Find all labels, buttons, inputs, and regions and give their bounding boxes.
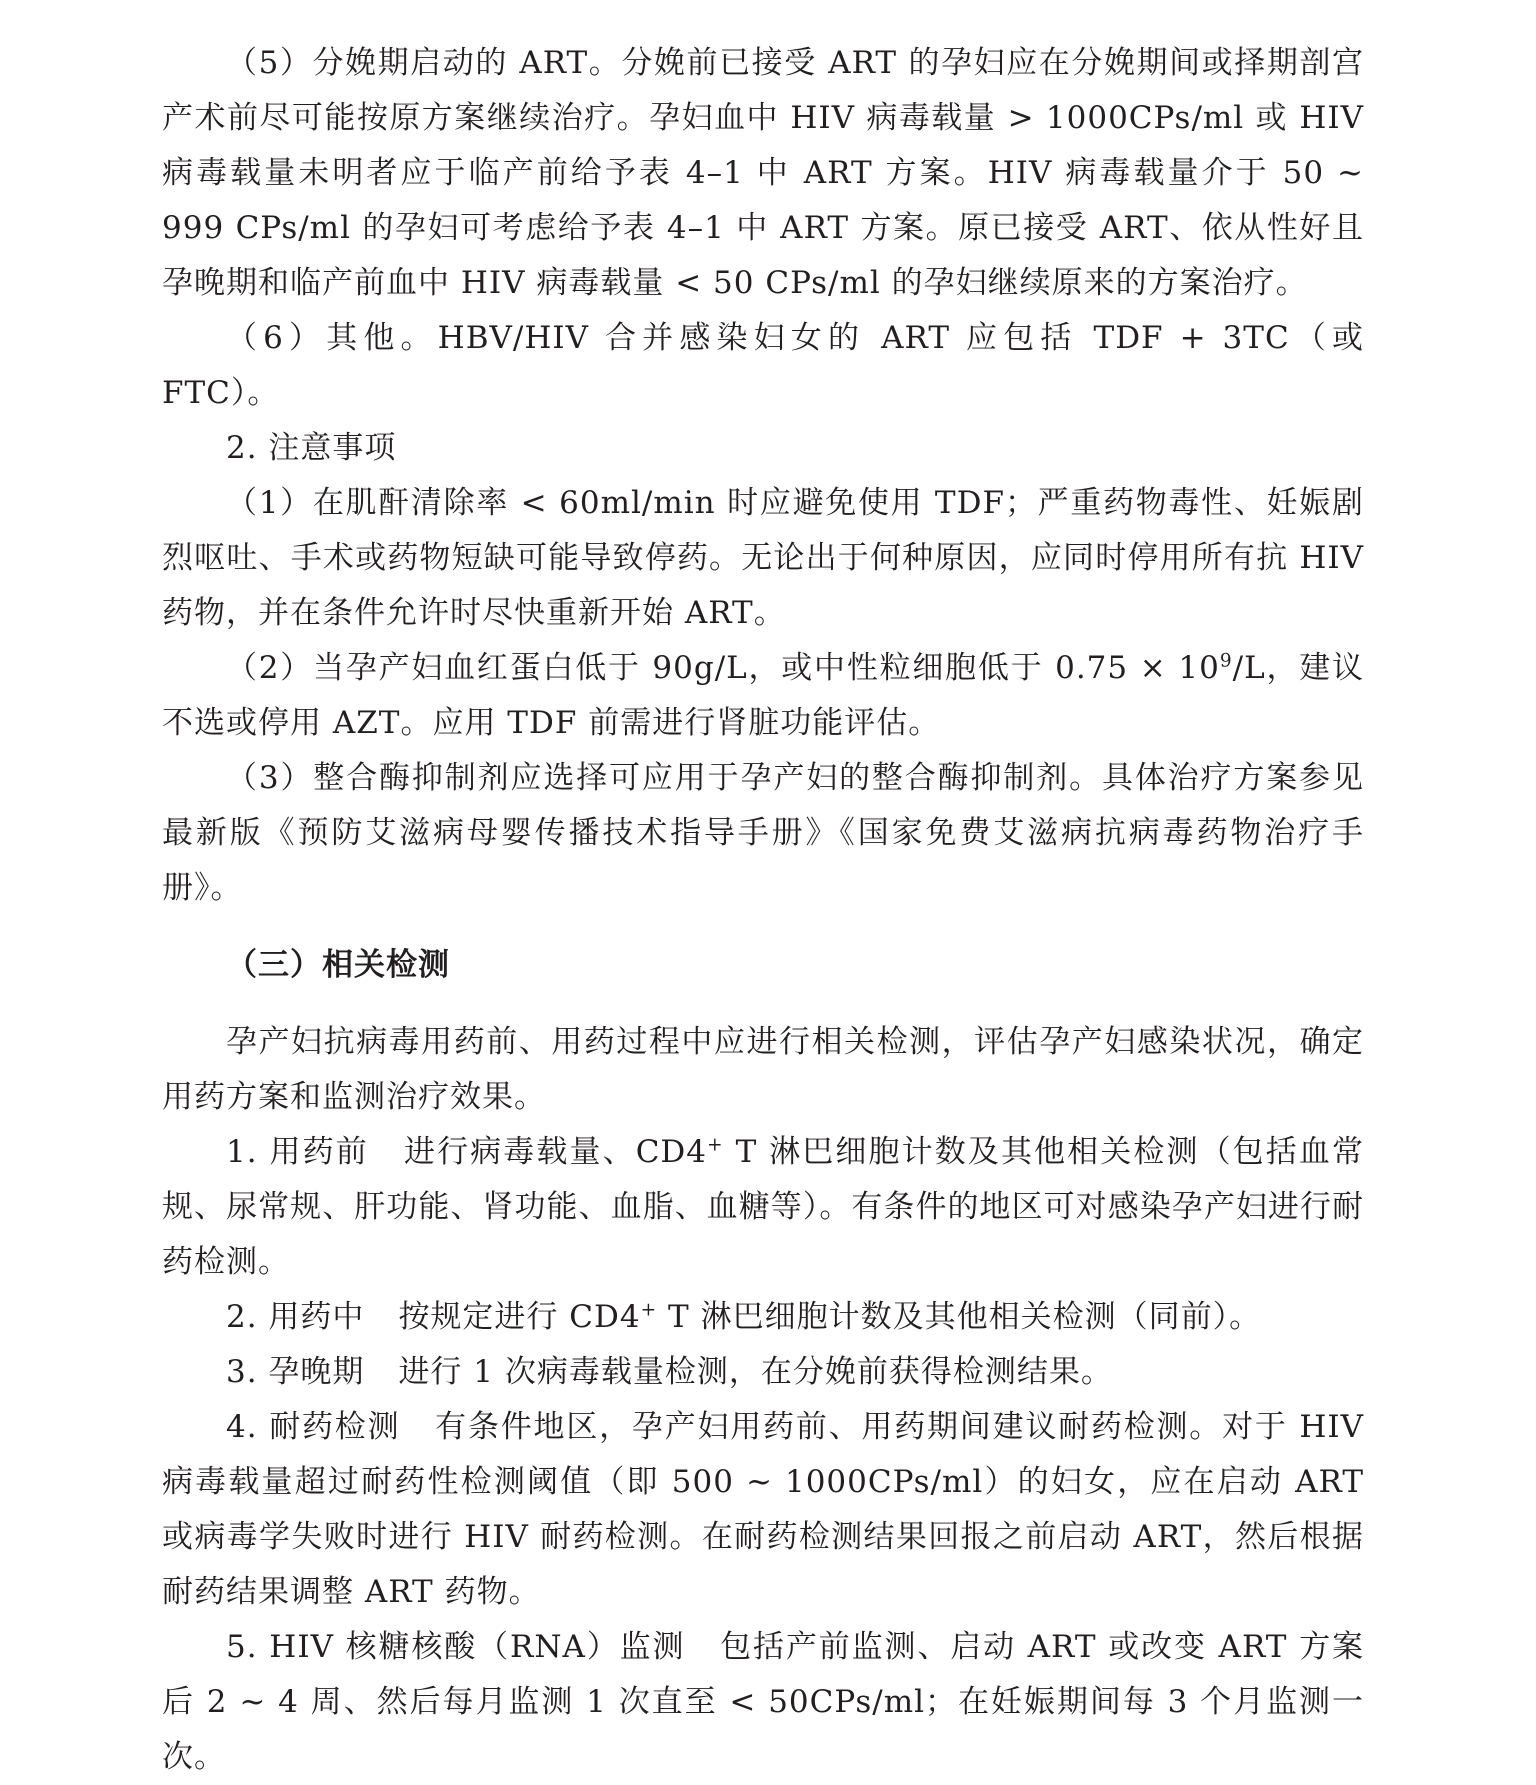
- item-5-text: 包括产前监测、启动 ART 或改变 ART 方案后 2 ~ 4 周、然后每月监测 1 次直至 < 50CPs/ml；在妊娠期间每 3 个月监测一次。: [162, 1629, 1364, 1775]
- item-rna-monitoring: [162, 1620, 1364, 1785]
- item-1-text-after: T 淋巴细胞计数及其他相关检测（包括血常规、尿常规、肝功能、肾功能、血脂、血糖等）。有条件的地区可对感染孕产妇进行耐药检测。: [162, 1134, 1365, 1280]
- item-2-lead: 2. 用药中: [226, 1299, 365, 1335]
- item-before-medication: [162, 1125, 1364, 1290]
- note-2-exponent: 9: [1219, 650, 1233, 672]
- section-heading: （三）相关检测: [226, 947, 450, 983]
- note-2-text-before: （2）当孕产妇血红蛋白低于 90g/L，或中性粒细胞低于 0.75 × 10: [226, 650, 1220, 686]
- item-4-text: 有条件地区，孕产妇用药前、用药期间建议耐药检测。对于 HIV 病毒载量超过耐药性检测阈值（即 500 ~ 1000CPs/ml）的妇女，应在启动 ART 或病毒学失败时进行 HIV 耐药检测。在耐药检测结果回报之前启动 ART，然后根据耐药结果调整 ART 药物。: [162, 1409, 1364, 1610]
- item-2-superscript: +: [640, 1299, 658, 1321]
- paragraph-note-1: （1）在肌酐清除率 < 60ml/min 时应避免使用 TDF；严重药物毒性、妊娠剧烈呕吐、手术或药物短缺可能导致停药。无论出于何种原因，应同时停用所有抗 HIV 药物，并在条件允许时尽快重新开始 ART。: [162, 485, 1364, 631]
- item-2-text-before: 按规定进行 CD4: [398, 1299, 641, 1335]
- paragraph-other: （6）其他。HBV/HIV 合并感染妇女的 ART 应包括 TDF + 3TC（或 FTC）。: [162, 320, 1364, 411]
- paragraph-note-2: [162, 641, 1364, 751]
- item-1-text-before: 进行病毒载量、CD4: [402, 1134, 708, 1170]
- notes-subtitle: 2. 注意事项: [226, 430, 397, 466]
- item-3-lead: 3. 孕晚期: [226, 1354, 365, 1390]
- item-late-pregnancy: [162, 1345, 1364, 1400]
- item-3-text: 进行 1 次病毒载量检测，在分娩前获得检测结果。: [398, 1354, 1113, 1390]
- item-1-lead: 1. 用药前: [226, 1134, 369, 1170]
- paragraph-note-3: （3）整合酶抑制剂应选择可应用于孕产妇的整合酶抑制剂。具体治疗方案参见最新版《预防艾滋病母婴传播技术指导手册》《国家免费艾滋病抗病毒药物治疗手册》。: [162, 760, 1364, 906]
- paragraph-delivery-art: （5）分娩期启动的 ART。分娩前已接受 ART 的孕妇应在分娩期间或择期剖宫产术前尽可能按原方案继续治疗。孕妇血中 HIV 病毒载量 > 1000CPs/ml 或 HIV 病毒载量未明者应于临产前给予表 4–1 中 ART 方案。HIV 病毒载量介于 50 ~ 999 CPs/ml 的孕妇可考虑给予表 4–1 中 ART 方案。原已接受 ART、依从性好且孕晚期和临产前血中 HIV 病毒载量 < 50 CPs/ml 的孕妇继续原来的方案治疗。: [162, 45, 1364, 301]
- item-during-medication: [162, 1290, 1364, 1345]
- item-resistance-testing: [162, 1400, 1364, 1620]
- paragraph-intro: 孕产妇抗病毒用药前、用药过程中应进行相关检测，评估孕产妇感染状况，确定用药方案和监测治疗效果。: [162, 1024, 1364, 1115]
- item-2-text-after: T 淋巴细胞计数及其他相关检测（同前）。: [657, 1299, 1262, 1335]
- note-2-text-after: /L，建议不选或停用 AZT。应用 TDF 前需进行肾脏功能评估。: [162, 650, 1365, 741]
- item-4-lead: 4. 耐药检测: [226, 1409, 401, 1445]
- item-1-superscript: +: [707, 1134, 724, 1156]
- document-page: [162, 36, 1364, 1785]
- item-5-lead: 5. HIV 核糖核酸（RNA）监测: [226, 1629, 686, 1665]
